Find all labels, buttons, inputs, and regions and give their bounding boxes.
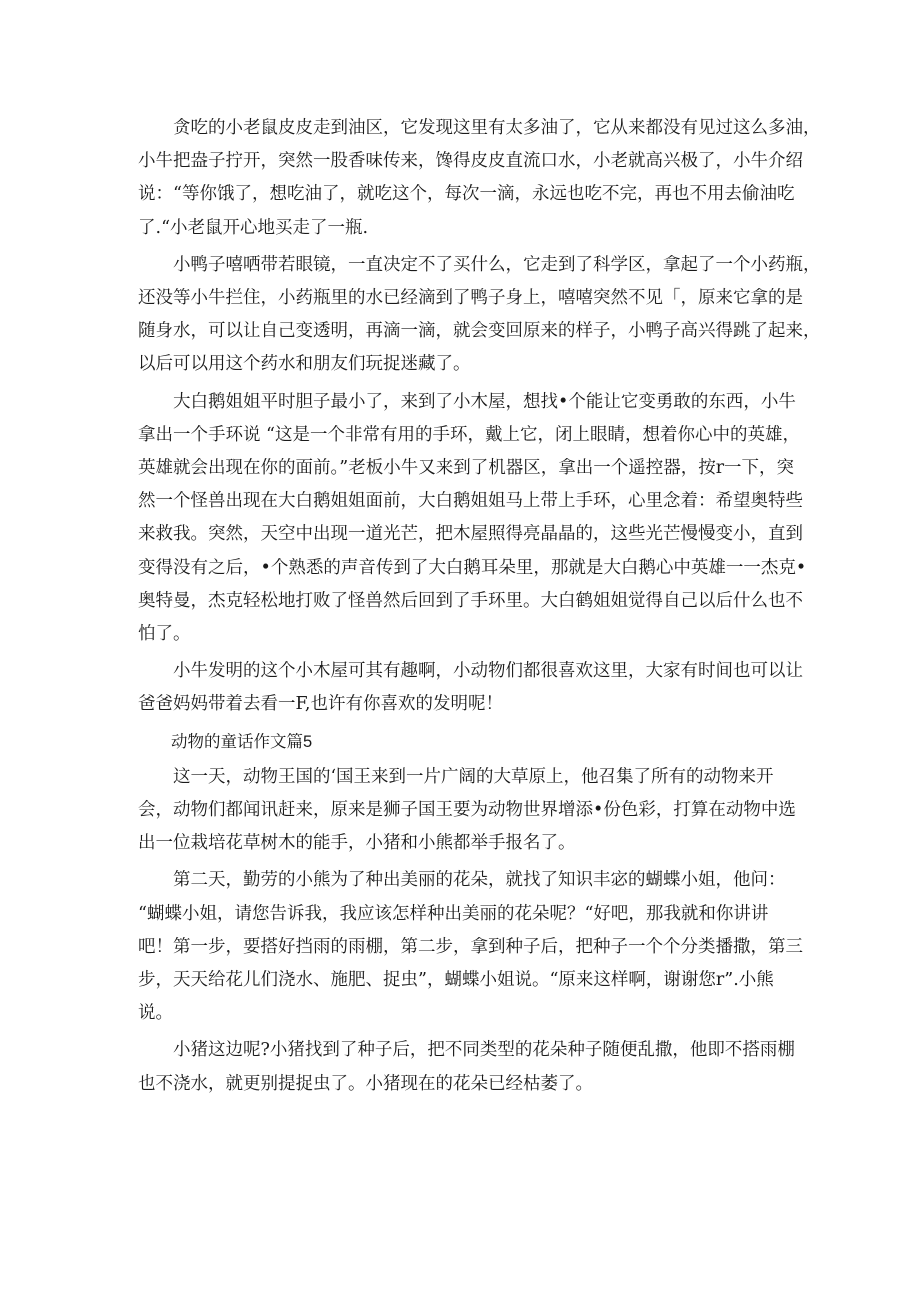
paragraph-pig — [138, 1034, 795, 1100]
text-line: 吧！第一步，要搭好挡雨的雨棚，第二步，拿到种子后，把种子一个个分类播撒，第三 — [138, 936, 803, 957]
text-line: 小牛把盎子拧开，突然一股香味传来，馋得皮皮直流口水，小老就高兴极了，小牛介绍 — [138, 151, 803, 172]
text-line: 小牛发明的这个小木屋可其有趣啊，小动物们都很喜欢这里，大家有时间也可以让 — [173, 661, 803, 682]
text-line: 奥特曼，杰克轻松地打败了怪兽然后回到了手环里。大白鹤姐姐觉得自己以后什么也不 — [138, 590, 803, 611]
text-line: 以后可以用这个药水和朋友们玩捉迷藏了。 — [138, 354, 471, 375]
text-line: 也不浇水，就更别提捉虫了。小猪现在的花朵已经枯萎了。 — [138, 1073, 593, 1094]
paragraph-bear — [138, 864, 803, 1030]
text-line: 小猪这边呢?小猪找到了种子后，把不同类型的花朵种子随便乱撒，他即不搭雨棚 — [173, 1040, 795, 1061]
document-page — [138, 112, 821, 1101]
text-line: 怕了。 — [138, 624, 191, 645]
text-line: 然一个怪兽出现在大白鹅姐姐面前，大白鹅姐姐马上带上手环，心里念着：希望奥特些 — [138, 491, 803, 512]
paragraph-duck — [138, 249, 821, 382]
text-line: “蝴蝶小姐，请您告诉我，我应该怎样种出美丽的花朵呢？“好吧，那我就和你讲讲 — [138, 903, 769, 924]
text-line: 了.“小老鼠开心地买走了一瓶. — [138, 217, 369, 238]
text-line: 来救我。突然，天空中出现一道光芒，把木屋照得亮晶晶的，这些光芒慢慢变小，直到 — [138, 524, 803, 545]
text-line: 爸爸妈妈带着去看一F,也许有你喜欢的发明呢！ — [138, 694, 503, 715]
text-line: 贪吃的小老鼠皮皮走到油区，它发现这里有太多油了，它从来都没有见过这么多油， — [173, 118, 821, 138]
text-line: 英雄就会出现在你的面前。”老板小牛又来到了机器区，拿出一个遥控器，按r一下，突 — [138, 458, 795, 479]
paragraph-conclusion — [138, 655, 803, 721]
section-heading: 动物的童话作文篇5 — [171, 732, 313, 751]
paragraph-mouse — [138, 112, 821, 245]
text-line: 第二天，勤劳的小熊为了种出美丽的花朵，就找了知识丰宓的蝴蝶小姐，他问： — [173, 870, 786, 891]
text-line: 会，动物们都闻讯赶来，原来是狮子国王要为动物世界增添•份色彩，打算在动物中选 — [138, 800, 796, 821]
paragraph-goose — [138, 386, 807, 652]
text-line: 说。 — [138, 1003, 173, 1024]
paragraph-king — [138, 761, 796, 861]
text-line: 大白鹅姐姐平时胆子最小了，来到了小木屋，想找•个能让它变勇敢的东西，小牛 — [173, 391, 796, 412]
text-line: 还没等小牛拦住，小药瓶里的水已经滴到了鸭子身上，嘻嘻突然不见「，原来它拿的是 — [138, 288, 803, 309]
text-line: 拿出一个手环说 “这是一个非常有用的手环，戴上它，闭上眼睛，想着你心中的英雄， — [138, 424, 801, 445]
text-line: 变得没有之后，•个熟悉的声音传到了大白鹅耳朵里，那就是大白鹅心中英雄一一杰克• — [138, 557, 807, 578]
text-line: 出一位栽培花草树木的能手，小猪和小熊都举手报名了。 — [138, 833, 576, 854]
text-line: 这一天，动物王国的‘国王来到一片广阔的大草原上，他召集了所有的动物来开 — [173, 766, 774, 787]
text-line: 随身水，可以让自己变透明，再滴一滴，就会变回原来的样子，小鸭子高兴得跳了起来， — [138, 321, 821, 342]
text-line: 步，天天给花儿们浇水、施肥、捉虫”，蝴蝶小姐说。“原来这样啊，谢谢您r”.小熊 — [138, 970, 774, 991]
text-line: 说：“等你饿了，想吃油了，就吃这个，每次一滴，永远也吃不完，再也不用去偷油吃 — [138, 184, 795, 205]
text-line: 小鸭子嘻哂带若眼镜，一直决定不了买什么，它走到了科学区，拿起了一个小药瓶， — [173, 254, 821, 275]
